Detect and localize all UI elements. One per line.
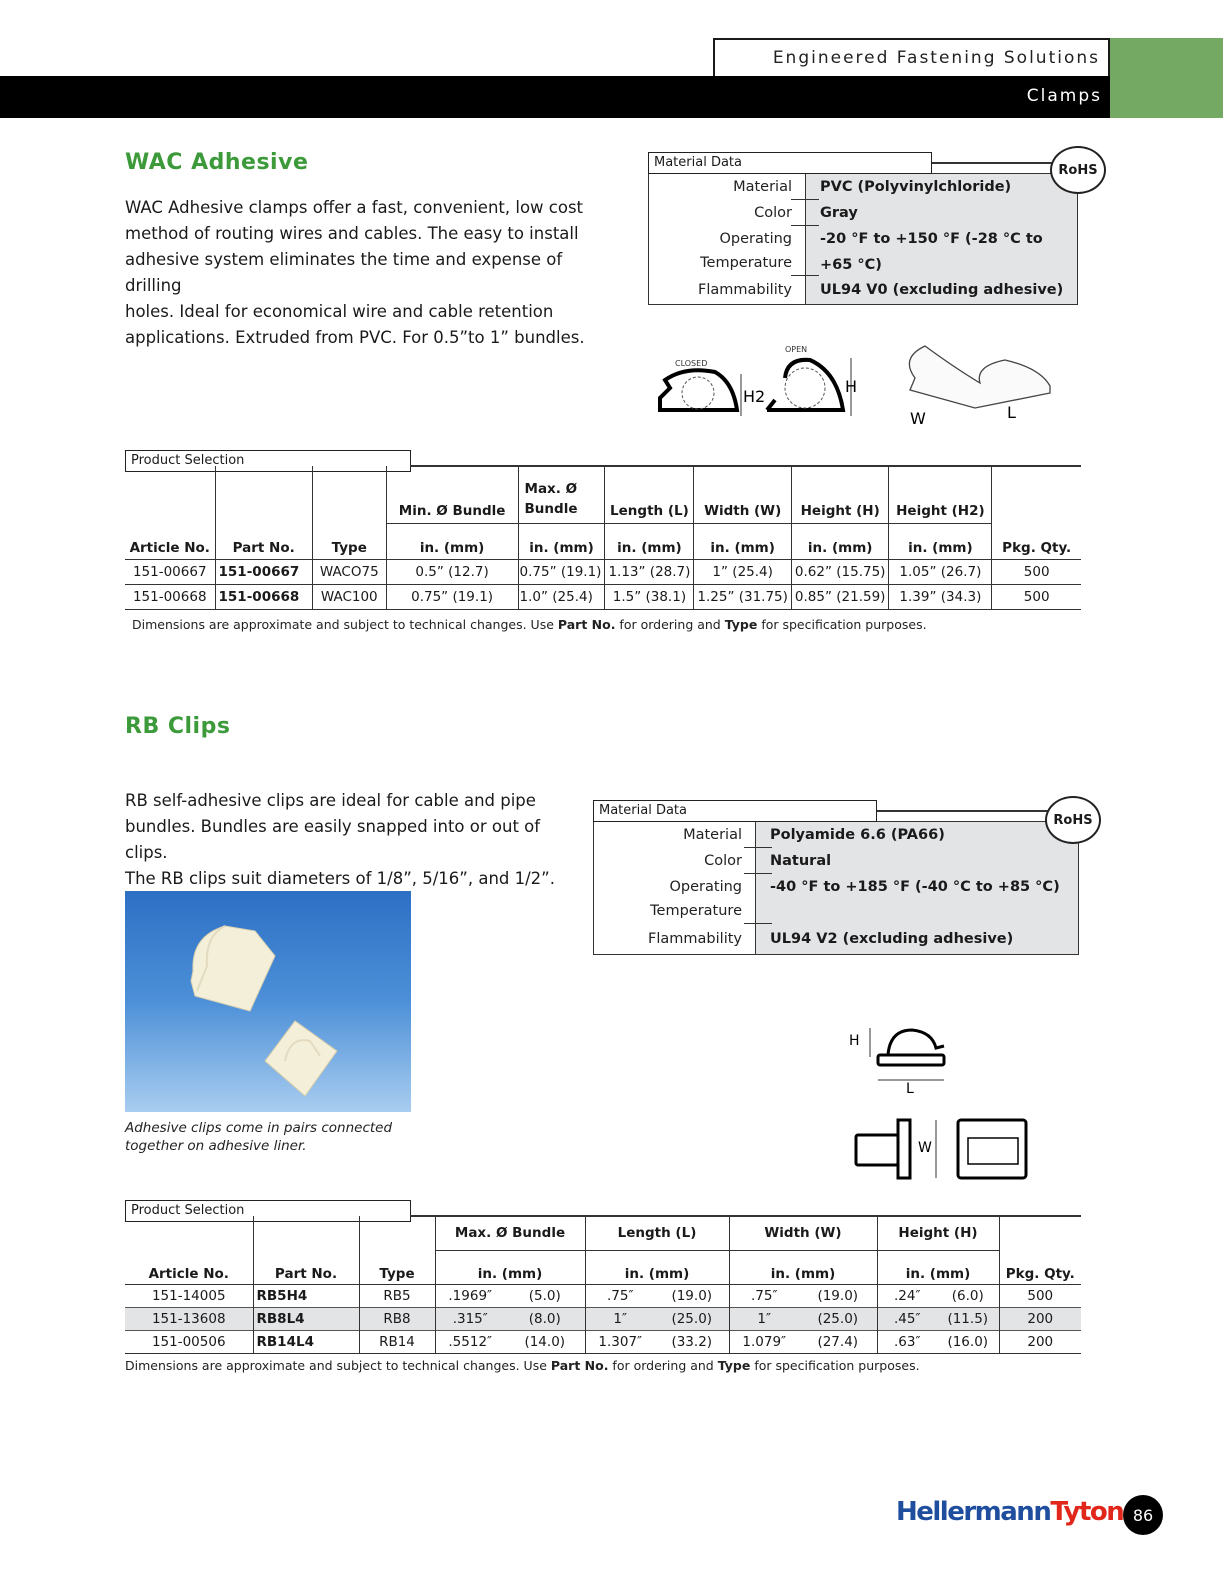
length-in: .75″ [585, 1284, 655, 1307]
flammability-label: Flammability [698, 282, 792, 298]
width-in: 1″ [729, 1307, 799, 1330]
large-clip-shape [191, 926, 275, 1011]
type: WACO75 [312, 559, 386, 584]
length: 1.5” (38.1) [605, 584, 694, 609]
caption-line: Adhesive clips come in pairs connected [125, 1120, 393, 1136]
article-no: 151-14005 [151, 1287, 226, 1304]
note-text: Dimensions are approximate and subject to technical changes. Use [125, 1358, 551, 1373]
note-text: for specification purposes. [757, 617, 927, 632]
header-title: Engineered Fastening Solutions [772, 48, 1100, 68]
l-label: L [1007, 403, 1016, 422]
label-line: Temperature [700, 255, 792, 271]
type: RB14 [359, 1330, 435, 1353]
col-group-width: Width (W) [729, 1216, 877, 1250]
col-unit: in. (mm) [889, 523, 992, 559]
rohs-badge-icon: RoHS [1050, 146, 1106, 194]
col-article-no: Article No. [148, 1265, 229, 1282]
color-value: Natural [755, 848, 1078, 874]
material-data-body [593, 821, 1079, 955]
clip-side-flange [898, 1120, 910, 1178]
empty-header [359, 1216, 435, 1250]
length-mm: (33.2) [671, 1333, 713, 1350]
material-value: PVC (Polyvinylchloride) [805, 174, 1077, 200]
color-label: Color [704, 853, 742, 869]
table-header-row [125, 523, 1081, 559]
max-bundle: 1.0” (25.4) [518, 584, 605, 609]
color-value: Gray [805, 200, 1077, 226]
bundle-mm: (5.0) [528, 1287, 561, 1304]
empty-header [125, 466, 215, 523]
empty-header [312, 466, 386, 523]
note-text: Dimensions are approximate and subject to technical changes. Use [132, 617, 558, 632]
temperature-label [649, 226, 805, 276]
temperature-label [594, 874, 755, 924]
height-mm: (11.5) [947, 1310, 989, 1327]
note-text: for ordering and [615, 617, 725, 632]
height-in: .63″ [877, 1330, 937, 1353]
pkg-qty: 200 [999, 1307, 1081, 1330]
note-emphasis: Part No. [550, 1358, 609, 1373]
rohs-badge-icon: RoHS [1045, 796, 1101, 844]
bundle-mm: (8.0) [528, 1310, 561, 1327]
col-group-length: Length (L) [585, 1216, 729, 1250]
wac-material-data [648, 152, 1078, 312]
part-no: RB8L4 [253, 1307, 359, 1330]
min-bundle: 0.5” (12.7) [386, 559, 518, 584]
col-unit: in. (mm) [877, 1250, 999, 1284]
height-h2: 1.05” (26.7) [889, 559, 992, 584]
height-h2: 1.39” (34.3) [889, 584, 992, 609]
note-emphasis: Part No. [557, 617, 616, 632]
label-line: Temperature [650, 903, 742, 919]
material-row [594, 822, 1078, 848]
open-clamp-profile [767, 360, 843, 410]
part-no: RB5H4 [253, 1284, 359, 1307]
col-group-height: Height (H) [877, 1216, 999, 1250]
empty-header [215, 466, 312, 523]
wac-desc-line: applications. Extruded from PVC. For 0.5”to 1” bundles. [125, 328, 585, 347]
clip-top-slot [968, 1138, 1018, 1164]
rb-material-data [593, 800, 1079, 960]
rb-desc-line: The RB clips suit diameters of 1/8”, 5/16”, and 1/2”. [125, 869, 555, 888]
wac-section-title: WAC Adhesive [125, 150, 309, 175]
wac-description [125, 195, 605, 351]
width: 1.25” (31.75) [694, 584, 792, 609]
flammability-row [594, 924, 1078, 954]
type: RB8 [359, 1307, 435, 1330]
wac-table-note [132, 617, 927, 632]
table-row [125, 559, 1081, 584]
material-label: Material [683, 827, 742, 843]
bundle-mm: (14.0) [524, 1333, 566, 1350]
pkg-qty: 500 [992, 559, 1081, 584]
rb-desc-line: bundles. Bundles are easily snapped into or out of clips. [125, 817, 541, 862]
height-mm: (6.0) [951, 1287, 984, 1304]
caption-line: together on adhesive liner. [125, 1138, 307, 1154]
col-group-max-bundle: Max. Ø Bundle [435, 1216, 585, 1250]
cable-outline [785, 368, 825, 408]
note-text: for ordering and [608, 1358, 718, 1373]
material-data-tab: Material Data [648, 152, 932, 174]
note-emphasis: Type [724, 617, 758, 632]
bundle-in: .1969″ [435, 1284, 505, 1307]
wac-desc-line: adhesive system eliminates the time and expense of drilling [125, 250, 563, 295]
col-group-min-bundle: Min. Ø Bundle [386, 466, 518, 523]
header-line: Bundle [524, 500, 578, 517]
wac-desc-line: WAC Adhesive clamps offer a fast, convenient, low cost [125, 198, 584, 217]
height-h: 0.85” (21.59) [791, 584, 889, 609]
pkg-qty: 500 [999, 1284, 1081, 1307]
table-row [125, 1284, 1081, 1307]
logo-part-1: Hellermann [896, 1497, 1051, 1527]
temperature-row [594, 874, 1078, 924]
h2-label: H2 [743, 387, 766, 406]
header-category-bar [0, 76, 1110, 118]
wac-dimension-diagram [645, 338, 1065, 428]
clip-arch [888, 1030, 944, 1055]
height-in: .45″ [877, 1307, 937, 1330]
col-group-width: Width (W) [694, 466, 792, 523]
length-in: 1.307″ [585, 1330, 655, 1353]
rb-product-table [125, 1216, 1081, 1354]
type: RB5 [359, 1284, 435, 1307]
col-article-no: Article No. [129, 539, 210, 556]
type: WAC100 [312, 584, 386, 609]
closed-clamp-profile [660, 370, 737, 410]
header-accent-block [1110, 38, 1223, 118]
flammability-value: UL94 V0 (excluding adhesive) [805, 276, 1077, 304]
article-no: 151-00506 [151, 1333, 226, 1350]
empty-header [253, 1216, 359, 1250]
pkg-qty: 200 [999, 1330, 1081, 1353]
part-no: RB14L4 [253, 1330, 359, 1353]
col-group-height-h2: Height (H2) [889, 466, 992, 523]
col-group-length: Length (L) [605, 466, 694, 523]
rb-description [125, 788, 585, 892]
wac-product-selection-tab: Product Selection [125, 450, 411, 472]
col-unit: in. (mm) [386, 523, 518, 559]
material-row [649, 174, 1077, 200]
h-label: H [845, 377, 858, 396]
table-header-row [125, 1250, 1081, 1284]
bundle-in: .5512″ [435, 1330, 505, 1353]
flammability-label: Flammability [648, 931, 742, 947]
wac-product-table [125, 466, 1081, 610]
pkg-qty: 500 [992, 584, 1081, 609]
col-type: Type [359, 1250, 435, 1284]
rb-table-note [125, 1358, 920, 1373]
note-emphasis: Type [717, 1358, 751, 1373]
closed-label: CLOSED [675, 359, 708, 368]
min-bundle: 0.75” (19.1) [386, 584, 518, 609]
article-no: 151-00668 [132, 588, 207, 605]
small-clip-shape [265, 1021, 337, 1096]
col-part-no: Part No. [215, 523, 312, 559]
length-mm: (19.0) [671, 1287, 713, 1304]
rb-clips-illustration [125, 891, 411, 1112]
clip-base [878, 1055, 944, 1065]
col-pkg-qty: Pkg. Qty. [999, 1250, 1081, 1284]
table-group-header-row [125, 466, 1081, 523]
empty-header [999, 1216, 1081, 1250]
wac-desc-line: holes. Ideal for economical wire and cable retention [125, 302, 554, 321]
height-mm: (16.0) [947, 1333, 989, 1350]
material-value: Polyamide 6.6 (PA66) [755, 822, 1078, 848]
width-in: 1.079″ [729, 1330, 799, 1353]
clip-side-view [856, 1135, 898, 1165]
material-data-body [648, 173, 1078, 305]
logo-part-2: Tyton [1050, 1497, 1124, 1527]
open-label: OPEN [785, 345, 808, 354]
col-part-no: Part No. [253, 1250, 359, 1284]
width-in: .75″ [729, 1284, 799, 1307]
width-mm: (19.0) [817, 1287, 859, 1304]
col-group-max-bundle [518, 466, 605, 523]
length-in: 1″ [585, 1307, 655, 1330]
table-group-header-row [125, 1216, 1081, 1250]
col-unit: in. (mm) [791, 523, 889, 559]
rb-product-selection-tab: Product Selection [125, 1200, 411, 1222]
height-h: 0.62” (15.75) [791, 559, 889, 584]
col-pkg-qty: Pkg. Qty. [992, 523, 1081, 559]
col-unit: in. (mm) [605, 523, 694, 559]
hellermanntyton-logo [896, 1497, 1123, 1527]
bundle-in: .315″ [435, 1307, 505, 1330]
col-unit: in. (mm) [729, 1250, 877, 1284]
col-unit: in. (mm) [435, 1250, 585, 1284]
width-mm: (27.4) [817, 1333, 859, 1350]
part-no: 151-00667 [215, 559, 312, 584]
empty-header [125, 1216, 253, 1250]
col-type: Type [312, 523, 386, 559]
article-no: 151-13608 [151, 1310, 226, 1327]
cable-outline [682, 377, 714, 409]
header-category: Clamps [1026, 86, 1102, 106]
part-no: 151-00668 [215, 584, 312, 609]
length-mm: (25.0) [671, 1310, 713, 1327]
label-line: Operating [719, 231, 792, 247]
material-label: Material [733, 179, 792, 195]
rb-dimension-diagram [840, 1010, 1040, 1185]
temperature-value: -20 °F to +150 °F (-28 °C to +65 °C) [805, 226, 1077, 276]
w-label: W [910, 409, 926, 428]
col-unit: in. (mm) [585, 1250, 729, 1284]
col-unit: in. (mm) [518, 523, 605, 559]
rb-section-title: RB Clips [125, 714, 231, 739]
rb-desc-line: RB self-adhesive clips are ideal for cable and pipe [125, 791, 536, 810]
w-label: W [918, 1140, 932, 1156]
col-unit: in. (mm) [694, 523, 792, 559]
max-bundle: 0.75” (19.1) [518, 559, 605, 584]
flammability-value: UL94 V2 (excluding adhesive) [755, 924, 1078, 954]
color-row [594, 848, 1078, 874]
clamp-3d-view [909, 346, 1050, 408]
table-row [125, 1330, 1081, 1353]
height-in: .24″ [877, 1284, 937, 1307]
photo-caption [125, 1119, 392, 1155]
temperature-row [649, 226, 1077, 276]
table-row [125, 584, 1081, 609]
header-title-box [713, 38, 1110, 76]
temperature-value: -40 °F to +185 °F (-40 °C to +85 °C) [755, 874, 1078, 924]
color-label: Color [754, 205, 792, 221]
article-no: 151-00667 [132, 563, 207, 580]
page-number: 86 [1123, 1495, 1163, 1535]
rb-clips-photo [125, 891, 411, 1112]
note-text: for specification purposes. [750, 1358, 920, 1373]
length: 1.13” (28.7) [605, 559, 694, 584]
col-group-height-h: Height (H) [791, 466, 889, 523]
width: 1” (25.4) [694, 559, 792, 584]
h-label: H [849, 1033, 860, 1049]
flammability-row [649, 276, 1077, 304]
empty-header [992, 466, 1081, 523]
color-row [649, 200, 1077, 226]
material-data-tab: Material Data [593, 800, 877, 822]
l-label: L [906, 1081, 914, 1097]
label-line: Operating [669, 879, 742, 895]
header-line: Max. Ø [524, 480, 578, 497]
wac-desc-line: method of routing wires and cables. The easy to install [125, 224, 579, 243]
width-mm: (25.0) [817, 1310, 859, 1327]
table-row [125, 1307, 1081, 1330]
